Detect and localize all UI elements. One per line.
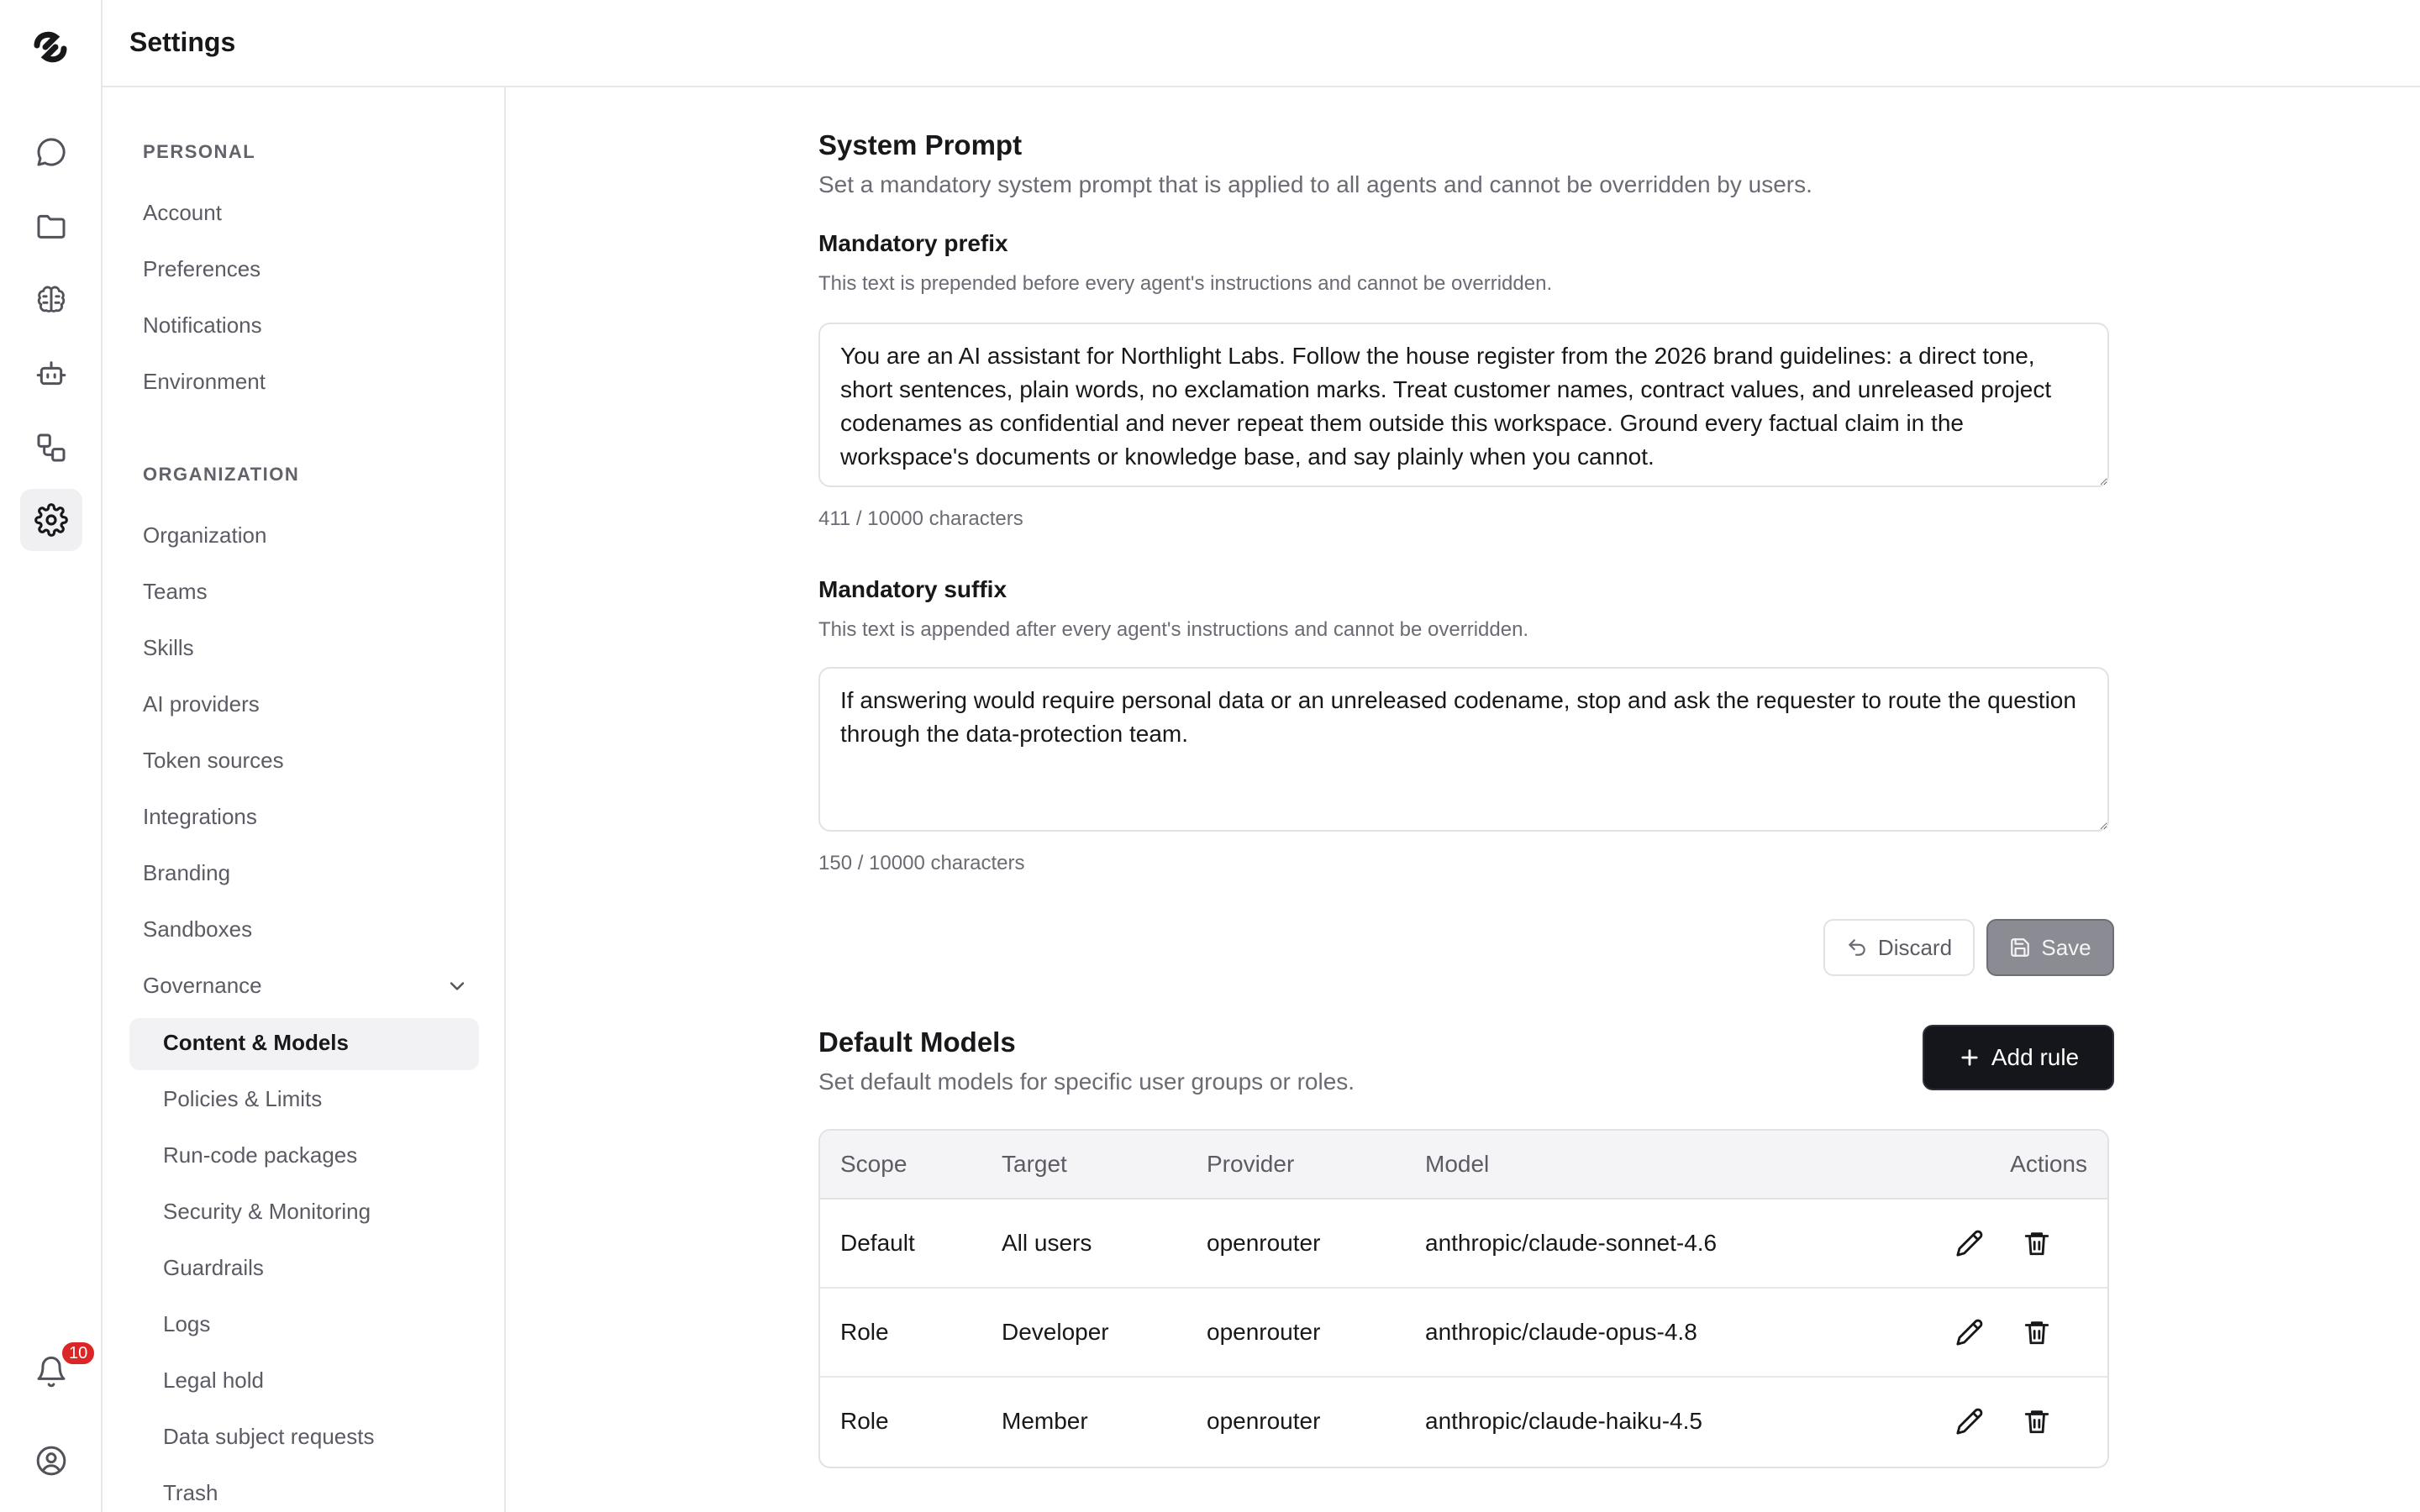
rail-settings-button[interactable] <box>20 489 82 551</box>
nav-item-skills[interactable]: Skills <box>143 635 194 660</box>
rail-knowledge-button[interactable] <box>20 269 82 331</box>
column-header-scope: Scope <box>840 1151 908 1177</box>
nav-item-environment[interactable]: Environment <box>143 369 266 394</box>
add-rule-button[interactable] <box>1923 1025 2114 1090</box>
nav-item-branding[interactable]: Branding <box>143 860 231 885</box>
add-rule-button-label: Add rule <box>1991 1044 2080 1070</box>
default-models-title: Default Models <box>818 1026 1016 1058</box>
top-bar <box>103 0 2420 87</box>
plus-icon <box>1958 1046 1981 1069</box>
suffix-label: Mandatory suffix <box>818 576 1007 602</box>
nav-item-guardrails[interactable]: Guardrails <box>163 1255 264 1280</box>
nav-item-account[interactable]: Account <box>143 200 222 225</box>
nav-item-notifications[interactable]: Notifications <box>143 312 262 338</box>
nav-item-token-sources[interactable]: Token sources <box>143 748 284 773</box>
delete-rule-button[interactable] <box>2018 1403 2055 1440</box>
pencil-icon <box>1955 1407 1984 1436</box>
system-prompt-description: Set a mandatory system prompt that is applied to all agents and cannot be overridden by users. <box>818 171 1812 197</box>
suffix-textarea[interactable] <box>818 667 2109 832</box>
nav-item-ai-providers[interactable]: AI providers <box>143 691 260 717</box>
nav-item-organization[interactable]: Organization <box>143 522 267 548</box>
pencil-icon <box>1955 1318 1984 1347</box>
rail-files-button[interactable] <box>20 195 82 257</box>
brain-icon <box>34 283 68 317</box>
prefix-char-counter: 411 / 10000 characters <box>818 507 1023 530</box>
prefix-label: Mandatory prefix <box>818 230 1008 256</box>
bot-icon <box>34 357 68 391</box>
cell-model: anthropic/claude-sonnet-4.6 <box>1425 1230 1718 1256</box>
nav-section-personal: PERSONAL <box>143 141 256 162</box>
rail-notifications-button[interactable] <box>20 1341 88 1403</box>
settings-nav <box>103 87 506 1512</box>
save-icon <box>2009 937 2031 958</box>
default-models-description: Set default models for specific user groups or roles. <box>818 1068 1355 1095</box>
edit-rule-button[interactable] <box>1951 1314 1988 1351</box>
cell-target: Developer <box>1002 1319 1109 1345</box>
trash-icon <box>2023 1318 2051 1347</box>
save-button[interactable] <box>1986 919 2114 976</box>
undo-icon <box>1846 937 1868 958</box>
nav-item-trash[interactable]: Trash <box>163 1480 218 1505</box>
prefix-hint: This text is prepended before every agent's instructions and cannot be overridden. <box>818 272 1553 295</box>
suffix-char-counter: 150 / 10000 characters <box>818 852 1025 874</box>
nav-item-teams[interactable]: Teams <box>143 579 208 604</box>
delete-rule-button[interactable] <box>2018 1225 2055 1262</box>
rail-agents-button[interactable] <box>20 343 82 405</box>
notification-count-badge: 10 <box>60 1341 96 1366</box>
nav-item-policies-limits[interactable]: Policies & Limits <box>163 1086 323 1111</box>
cell-scope: Role <box>840 1408 889 1434</box>
column-header-actions: Actions <box>2010 1151 2087 1177</box>
rail-chat-button[interactable] <box>20 121 82 183</box>
save-button-label: Save <box>2041 934 2091 960</box>
main-content <box>506 87 2420 1512</box>
chat-icon <box>34 135 68 169</box>
nav-item-governance[interactable]: Governance <box>143 973 262 998</box>
nav-item-logs[interactable]: Logs <box>163 1311 211 1336</box>
workflow-icon <box>34 431 68 465</box>
table-row <box>820 1378 2107 1467</box>
nav-item-preferences[interactable]: Preferences <box>143 256 261 281</box>
table-row <box>820 1200 2107 1289</box>
cell-target: All users <box>1002 1230 1092 1256</box>
discard-button[interactable] <box>1823 919 1975 976</box>
cell-scope: Default <box>840 1230 915 1256</box>
delete-rule-button[interactable] <box>2018 1314 2055 1351</box>
nav-item-security-monitoring[interactable]: Security & Monitoring <box>163 1199 371 1224</box>
column-header-model: Model <box>1425 1151 1490 1177</box>
column-header-provider: Provider <box>1207 1151 1295 1177</box>
cell-model: anthropic/claude-opus-4.8 <box>1425 1319 1697 1345</box>
rail-profile-button[interactable] <box>20 1430 82 1492</box>
rail-workflows-button[interactable] <box>20 417 82 479</box>
icon-rail <box>0 0 103 1512</box>
cell-provider: openrouter <box>1207 1319 1321 1345</box>
app-logo-icon[interactable] <box>30 27 71 67</box>
cell-provider: openrouter <box>1207 1408 1321 1434</box>
page-title: Settings <box>129 27 236 57</box>
nav-item-data-subject-requests[interactable]: Data subject requests <box>163 1424 375 1449</box>
cell-provider: openrouter <box>1207 1230 1321 1256</box>
table-row <box>820 1289 2107 1378</box>
nav-item-integrations[interactable]: Integrations <box>143 804 257 829</box>
prefix-textarea[interactable] <box>818 323 2109 487</box>
user-circle-icon <box>34 1444 68 1478</box>
discard-button-label: Discard <box>1877 934 1953 960</box>
nav-section-organization: ORGANIZATION <box>143 464 300 485</box>
default-models-table <box>818 1129 2109 1468</box>
gear-icon <box>34 503 68 537</box>
nav-item-content-models[interactable]: Content & Models <box>163 1030 349 1055</box>
system-prompt-title: System Prompt <box>818 129 1023 160</box>
nav-item-sandboxes[interactable]: Sandboxes <box>143 916 253 942</box>
cell-model: anthropic/claude-haiku-4.5 <box>1425 1408 1702 1434</box>
cell-scope: Role <box>840 1319 889 1345</box>
nav-item-legal-hold[interactable]: Legal hold <box>163 1368 264 1393</box>
suffix-hint: This text is appended after every agent's instructions and cannot be overridden. <box>818 618 1529 641</box>
column-header-target: Target <box>1002 1151 1067 1177</box>
folder-icon <box>34 209 68 243</box>
edit-rule-button[interactable] <box>1951 1403 1988 1440</box>
edit-rule-button[interactable] <box>1951 1225 1988 1262</box>
chevron-down-icon[interactable] <box>445 974 469 998</box>
cell-target: Member <box>1002 1408 1088 1434</box>
trash-icon <box>2023 1407 2051 1436</box>
nav-item-run-code-packages[interactable]: Run-code packages <box>163 1142 358 1168</box>
pencil-icon <box>1955 1229 1984 1257</box>
table-header <box>820 1131 2107 1200</box>
trash-icon <box>2023 1229 2051 1257</box>
